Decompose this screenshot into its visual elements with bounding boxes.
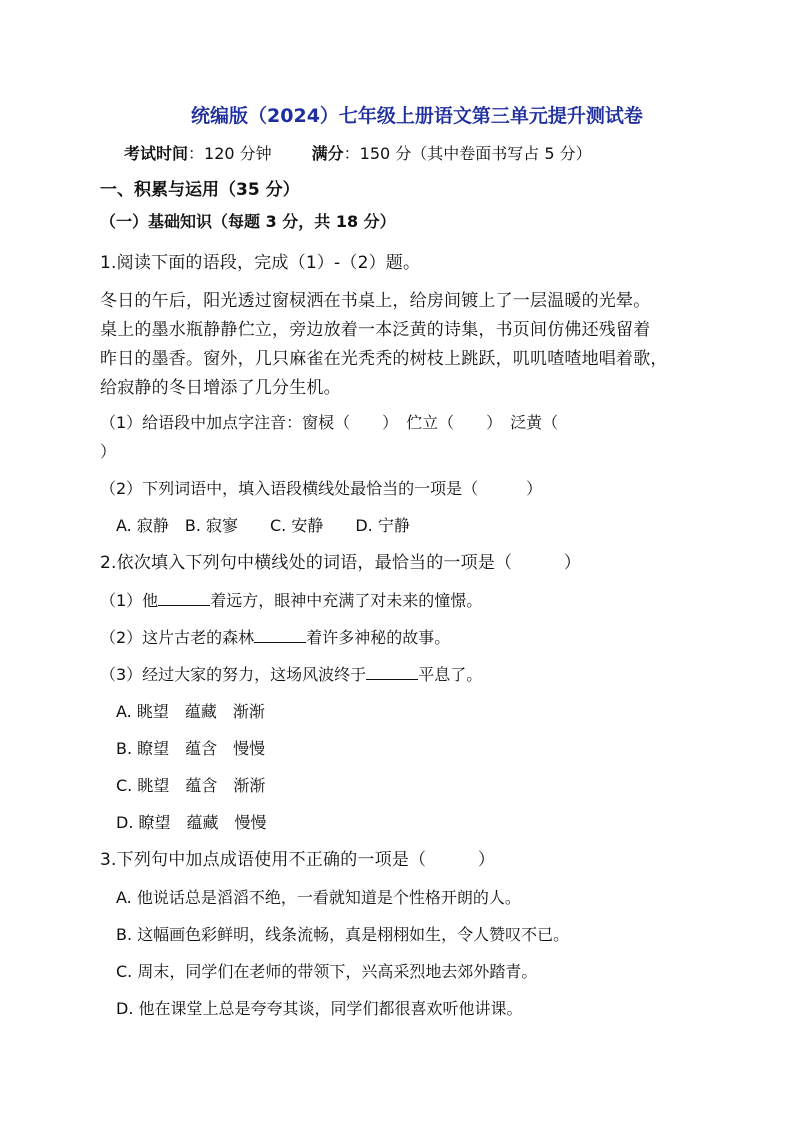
question-2-option-a: A. 眺望 蕴藏 渐渐 [116,702,265,721]
question-2-sentence-1 [100,589,482,613]
time-label: 考试时间 [124,144,189,163]
passage-line: 昨日的墨香。窗外，几只麻雀在光秃秃的树枝上跳跃，叽叽喳喳地唱着歌， [100,349,668,369]
sentence-text: 着远方，眼神中充满了对未来的憧憬。 [210,591,483,610]
question-2-option-b: B. 瞭望 蕴含 慢慢 [116,739,266,758]
subsection-heading: （一）基础知识（每题 3 分，共 18 分） [100,212,396,231]
question-3-option-c: C. 周末，同学们在老师的带领下，兴高采烈地去郊外踏青。 [116,962,538,981]
question-2-sentence-2 [100,626,450,650]
blank-line [254,628,306,643]
sentence-text: （3）经过大家的努力，这场风波终于 [100,665,367,684]
passage-line: 冬日的午后，阳光透过窗棂洒在书桌上，给房间镀上了一层温暖的光晕。 [100,291,651,311]
sentence-text: 着许多神秘的故事。 [306,628,451,647]
question-1-sub-2: （2）下列词语中，填入语段横线处最恰当的一项是（ ） [100,479,543,498]
time-value: ：120 分钟 [188,144,272,163]
exam-meta [124,142,592,166]
question-2-stem: 2.依次填入下列句中横线处的词语，最恰当的一项是（ ） [100,553,582,573]
question-1-stem: 1.阅读下面的语段，完成（1）-（2）题。 [100,253,421,273]
question-3-stem: 3.下列句中加点成语使用不正确的一项是（ ） [100,850,496,870]
passage-line: 桌上的墨水瓶静静伫立，旁边放着一本泛黄的诗集，书页间仿佛还残留着 [100,320,651,340]
blank-line [158,591,210,606]
question-1-sub-1-cont: ） [100,442,117,461]
question-3-option-a: A. 他说话总是滔滔不绝，一看就知道是个性格开朗的人。 [116,888,521,907]
question-2-option-d: D. 瞭望 蕴藏 慢慢 [116,813,267,832]
question-2-option-c: C. 眺望 蕴含 渐渐 [116,776,266,795]
question-1-options: A. 寂静 B. 寂寥 C. 安静 D. 宁静 [116,516,410,535]
sentence-text: 平息了。 [418,665,483,684]
sentence-text: （2）这片古老的森林 [100,628,255,647]
question-2-sentence-3 [100,663,482,687]
sentence-text: （1）他 [100,591,159,610]
score-label: 满分 [311,144,344,163]
section-heading: 一、积累与运用（35 分） [100,180,300,200]
exam-title: 统编版（2024）七年级上册语文第三单元提升测试卷 [191,105,643,127]
blank-line [366,665,418,680]
passage-line: 给寂静的冬日增添了几分生机。 [100,378,341,398]
score-value: ：150 分（其中卷面书写占 5 分） [343,144,592,163]
question-1-sub-1: （1）给语段中加点字注音：窗棂（ ） 伫立（ ） 泛黄（ [100,413,559,432]
question-3-option-b: B. 这幅画色彩鲜明，线条流畅，真是栩栩如生，令人赞叹不已。 [116,925,570,944]
question-3-option-d: D. 他在课堂上总是夸夸其谈，同学们都很喜欢听他讲课。 [116,999,523,1018]
